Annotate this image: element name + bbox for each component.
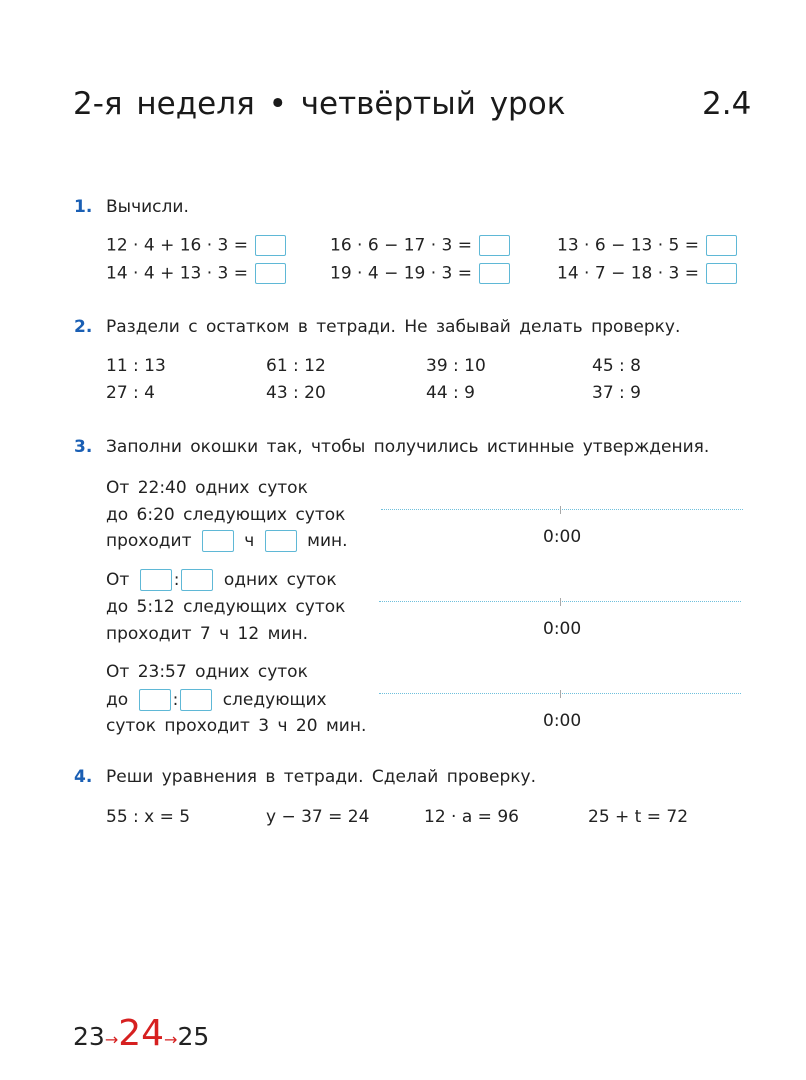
equation: y − 37 = 24 [266,807,370,827]
task-1-expression: 19 · 4 − 19 · 3 = [330,263,512,284]
task-1-expression: 14 · 7 − 18 · 3 = [557,263,739,284]
hours-box[interactable] [202,530,234,552]
hours-box[interactable] [140,569,172,591]
statement-line: проходит 7 ч 12 мин. [106,624,308,644]
timeline-label: 0:00 [543,619,582,639]
timeline-tick [560,598,561,606]
statement-line: до 6:20 следующих суток [106,505,346,525]
page-navigation [73,1014,209,1060]
answer-box[interactable] [706,263,737,284]
timeline-tick [560,690,561,698]
task-4-text: Реши уравнения в тетради. Сделай проверку. [106,767,537,787]
task-1-expression: 14 · 4 + 13 · 3 = [106,263,288,284]
timeline-label: 0:00 [543,711,582,731]
equation: 12 · a = 96 [424,807,519,827]
task-2-number: 2. [74,317,93,337]
division-expression: 39 : 10 [426,356,486,376]
task-3-number: 3. [74,437,93,457]
hours-box[interactable] [139,689,171,711]
answer-box[interactable] [479,235,510,256]
prev-page-number[interactable]: 23 [73,1022,105,1051]
task-1-expression: 12 · 4 + 16 · 3 = [106,235,288,256]
statement-line: От 23:57 одних суток [106,662,308,682]
minutes-box[interactable] [181,569,213,591]
timeline-tick [560,506,561,514]
page-title: 2-я неделя • четвёртый урок [73,86,566,122]
minutes-box[interactable] [180,689,212,711]
equation: 55 : x = 5 [106,807,191,827]
answer-box[interactable] [706,235,737,256]
statement-line: до 5:12 следующих суток [106,597,346,617]
current-page-number: 24 [118,1013,165,1054]
lesson-number: 2.4 [702,86,752,122]
task-4-number: 4. [74,767,93,787]
statement-line: От 22:40 одних суток [106,478,308,498]
task-1-expression: 13 · 6 − 13 · 5 = [557,235,739,256]
arrow-right-icon: → [104,1030,119,1049]
timeline-label: 0:00 [543,527,582,547]
statement-line: От : одних суток [106,570,337,590]
answer-box[interactable] [255,263,286,284]
task-1-number: 1. [74,197,93,217]
division-expression: 37 : 9 [592,383,641,403]
statement-line: проходит ч мин. [106,531,348,551]
task-2-text: Раздели с остатком в тетради. Не забывай делать проверку. [106,317,681,337]
minutes-box[interactable] [265,530,297,552]
arrow-right-icon: → [164,1030,178,1049]
timeline [381,509,743,510]
answer-box[interactable] [479,263,510,284]
task-1-expression: 16 · 6 − 17 · 3 = [330,235,512,256]
statement-line: до : следующих [106,690,327,710]
task-1-text: Вычисли. [106,197,189,217]
division-expression: 45 : 8 [592,356,641,376]
division-expression: 11 : 13 [106,356,166,376]
next-page-number[interactable]: 25 [177,1022,210,1051]
division-expression: 44 : 9 [426,383,475,403]
answer-box[interactable] [255,235,286,256]
task-3-text: Заполни окошки так, чтобы получились истинные утверждения. [106,437,710,457]
division-expression: 27 : 4 [106,383,155,403]
equation: 25 + t = 72 [588,807,689,827]
statement-line: суток проходит 3 ч 20 мин. [106,716,367,736]
division-expression: 43 : 20 [266,383,326,403]
division-expression: 61 : 12 [266,356,326,376]
